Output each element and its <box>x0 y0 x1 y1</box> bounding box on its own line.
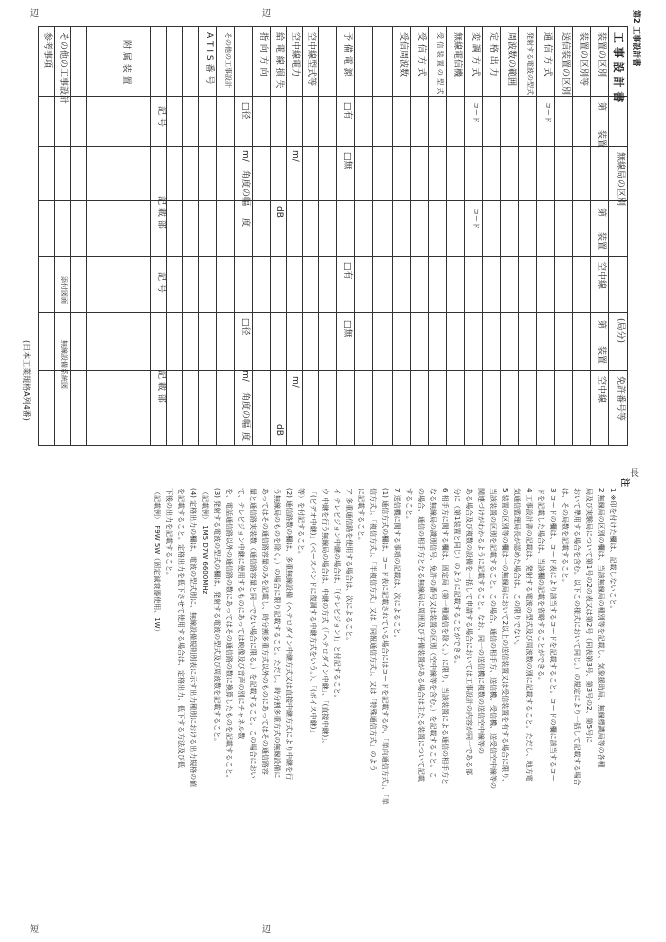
unit-text: m/ <box>240 370 250 382</box>
row-label: 附 属 装 置 <box>121 40 131 85</box>
angle-label: 角度の幅 <box>240 170 250 207</box>
cell-text: 第 <box>596 102 606 112</box>
station-type-label: 無線局の区別 <box>615 152 625 207</box>
note-line: （記載例） F9W 5W（固定減衰器使用、1W） <box>153 488 161 636</box>
note-line: 4 工事設計書の記載は、発射する電波の型式及び周波数の別に記載すること。ただし、地方電 <box>525 488 533 782</box>
row-label: 周波数の範囲 <box>506 32 516 87</box>
row-label: 受 信 方 式 <box>416 32 426 77</box>
note-line: 3 コードの欄は、コード表により該当するコードを記載すること。コードの欄に該当するコー <box>549 488 557 782</box>
note-line: 関連づけがわかるように記載すること。なお、同一の送信機に複数の送信空中線等の <box>477 488 485 754</box>
note-line: ある場合及び複数の設備を一括して申請する場合においては工事設計の内容が同一である部 <box>465 488 473 775</box>
note-line: (1) 通信方式の欄は、コード表に記載されている場合にはコードを記載するか、「単向通信方式」、「単 <box>381 488 389 805</box>
reference-label: 参考事項 <box>42 32 52 69</box>
cell-text: 空中線 <box>596 262 606 290</box>
note-line: 「(ビデオ中継)」（ベースバンドに復調する中継方式をいう。）、「(ボイス中継)」 <box>309 488 317 737</box>
note-line: おいて準用する場合を含む。以下この様式において同じ。）の規定により一括して記載する場合 <box>573 488 581 786</box>
row-label: A T I S 番 号 <box>204 32 214 85</box>
diameter-checkbox[interactable]: □径 <box>240 318 250 336</box>
note-line: (2) 通信路数の欄は、多重無線設備（ヘテロダイン中継方式又は直接中継方式により中継を行 <box>285 488 293 780</box>
note-line: あってはその通信路容量のみを記載し、時分割多重方式以外のものにあってはその通信路容 <box>261 488 269 775</box>
note-line: 当該装置の区別を記載すること。この場合、通信の相手方、送信機、受信機、送受信空中線等の <box>489 488 497 789</box>
cell-text: 装置 <box>596 232 606 251</box>
row-label: 受信周波数 <box>398 32 408 78</box>
note-line: て、テレビジョン中継に使用するものにあっては映像及び音声の別にチャネル数 <box>237 488 245 740</box>
corner-label-top-middle: 辺 <box>262 9 272 19</box>
symbol-header: 記 号 <box>156 272 166 293</box>
corner-label-top-left: 辺 <box>30 9 40 19</box>
page-header: 第2 工事設計書 <box>632 10 641 67</box>
symbol-header: 記 号 <box>156 106 166 127</box>
note-line: イ テレビジョン中継の場合は、「(テレビジョン)」と付記すること。 <box>333 488 341 702</box>
row-label: 受 信 装 置 の 型 式 <box>436 32 444 95</box>
row-label: 給 電 線 損 失 <box>274 32 284 89</box>
side-label: 長 <box>630 469 640 479</box>
yes-checkbox[interactable]: □有 <box>342 262 352 280</box>
unit-text: dB <box>274 424 284 436</box>
unit-text: 度 <box>240 218 250 228</box>
row-label: 指 向 方 向 <box>258 32 268 77</box>
cell-text: 第 <box>596 208 606 218</box>
note-line: 局及び実験局について第1号の2の表又は第2号（同表第3号、第3号の2、第5号に <box>585 488 593 744</box>
license-number-label: 免許番号等 <box>615 376 625 422</box>
no-checkbox[interactable]: □無 <box>342 320 352 338</box>
yes-checkbox[interactable]: □有 <box>342 102 352 120</box>
code-marker: コード <box>472 208 480 229</box>
notes-heading: 注 <box>619 478 629 488</box>
note-line: の場合、通信の相手方となる無線局に周囲及び予備装置がある場合は主たる装置について記載 <box>417 488 425 782</box>
row-label: 空中線電力 <box>290 32 300 78</box>
angle-label: 角度の幅 <box>240 392 250 429</box>
unit-text: 度 <box>240 432 250 442</box>
note-line: なる無線局の識別信号、免許の番号又は装置の区別（空中線等を含む。）を記載すること。こ <box>429 488 437 779</box>
note-line: う無線局のものを除く。）の場合に限り記載すること。ただし、時分割多重方式の無線設備に <box>273 488 281 779</box>
note-line: に記載すること。 <box>357 488 365 544</box>
no-checkbox[interactable]: □無 <box>342 152 352 170</box>
entry-header: 記 載 部 <box>156 196 166 229</box>
corner-label-bottom-left: 短 <box>30 925 40 935</box>
row-label: 送信装置の区別 <box>560 32 570 96</box>
row-label: その他の工事設計 <box>224 32 232 88</box>
note-line: 2 無線局の区別の欄は、当該無線局の種別等を記載し、気象援助局、無線標識局等の各種 <box>597 488 605 768</box>
row-label: 発射する電波の型式 <box>526 32 534 95</box>
cell-text: 装置 <box>596 130 606 149</box>
footer-note: (日本工業規格A列4番) <box>22 340 31 421</box>
row-label: 通 信 方 式 <box>542 32 552 77</box>
corner-label-bottom-middle: 辺 <box>262 925 272 935</box>
note-line: 気通信監理局長が認めた場合は、この限りでない。 <box>513 488 521 649</box>
row-label: 定 格 出 力 <box>488 32 498 77</box>
diameter-checkbox[interactable]: □径 <box>240 102 250 120</box>
note-line: 下後の出力を記載すること。 <box>165 488 173 579</box>
row-label: 空中線型式等 <box>306 32 316 87</box>
unit-text: m/ <box>290 376 300 388</box>
row-label: 装置の区別 <box>596 32 606 78</box>
cell-text: 空中線 <box>596 376 606 404</box>
attached-drawing-label: 添付図面 <box>60 276 68 304</box>
row-label: 装置の区別等 <box>578 32 588 87</box>
cell-text: 第 <box>596 320 606 330</box>
code-marker: コード <box>544 102 552 123</box>
station-count-label: (局分) <box>615 318 625 344</box>
row-label: 予 備 電 源 <box>342 32 352 77</box>
note-line: 等）を付記すること。 <box>297 488 305 558</box>
note-line: ア 多重通信路を使用する場合は、次によること。 <box>345 488 353 645</box>
note-line: 6 相手方に関する欄は、固定局（第一種通信を除く。）に限り、当該装置による通信の相手方と <box>441 488 449 786</box>
cell-text: 装置 <box>596 346 606 365</box>
row-label: 無線電信機 <box>452 32 462 78</box>
unit-text: m/ <box>290 150 300 162</box>
note-line: 分に（第1装置と同じ）のように記載することができる。 <box>453 488 461 668</box>
form-title: 工 事 設 計 書 <box>612 32 625 103</box>
note-line: を記載すること。定格出力を低下させて使用する場合は、定格出力、低下する方法及び低 <box>177 488 185 768</box>
note-line: （記載例） 1M5 D7W 6600MHz <box>201 488 209 595</box>
note-line: ウ 中継を行う無線局の場合は、中継の方式（「ヘテロダイン中継」、「(直接中継)」、 <box>321 488 329 748</box>
note-line: 1 ※印を付けた欄は、記載しないこと。 <box>609 488 617 613</box>
note-line: 信方式」、「複信方式」、「半複信方式」又は「同報通信方式」、又は「特殊通信方式」のよう <box>369 488 377 772</box>
note-line: (3) 発射する電波の型式の欄は、発射する電波の型式及び周波数を記載すること。 <box>213 488 221 746</box>
note-line: 7 送信機に関する事項の記載は、次によること。 <box>393 488 401 642</box>
row-label: 変 調 方 式 <box>470 32 480 77</box>
unit-text: m/ <box>240 150 250 162</box>
row-label: その他の工事設計 <box>58 32 68 105</box>
note-line: を、電話通信路以外の通信路の数にあってはその通信路の数に換算したものを記載すること。 <box>225 488 233 782</box>
note-line: すること。 <box>405 488 413 523</box>
unit-text: dB <box>274 206 284 218</box>
note-line: は、その局数を記載すること。 <box>561 488 569 586</box>
note-line: 量と通信路実装数（通信路容量と同一でない場合に限る。）を記載すること。この場合におい <box>249 488 257 779</box>
code-marker: コード <box>472 102 480 123</box>
note-line: ドを記載した場合は、当該欄の記載を省略することができる。 <box>537 488 545 684</box>
note-line: (4) 定格出力の欄は、電波の型式別に、無線設備規則別表に示す出力種別における出力規格の値 <box>189 488 197 788</box>
note-line: 5 装置の区別等の欄は一の無線局において2以上の送信装置又は受信装置を有する場合に限り、 <box>501 488 509 787</box>
entry-header: 記 載 部 <box>156 370 166 403</box>
system-diagram-label: 無線設備系統図 <box>60 340 68 389</box>
